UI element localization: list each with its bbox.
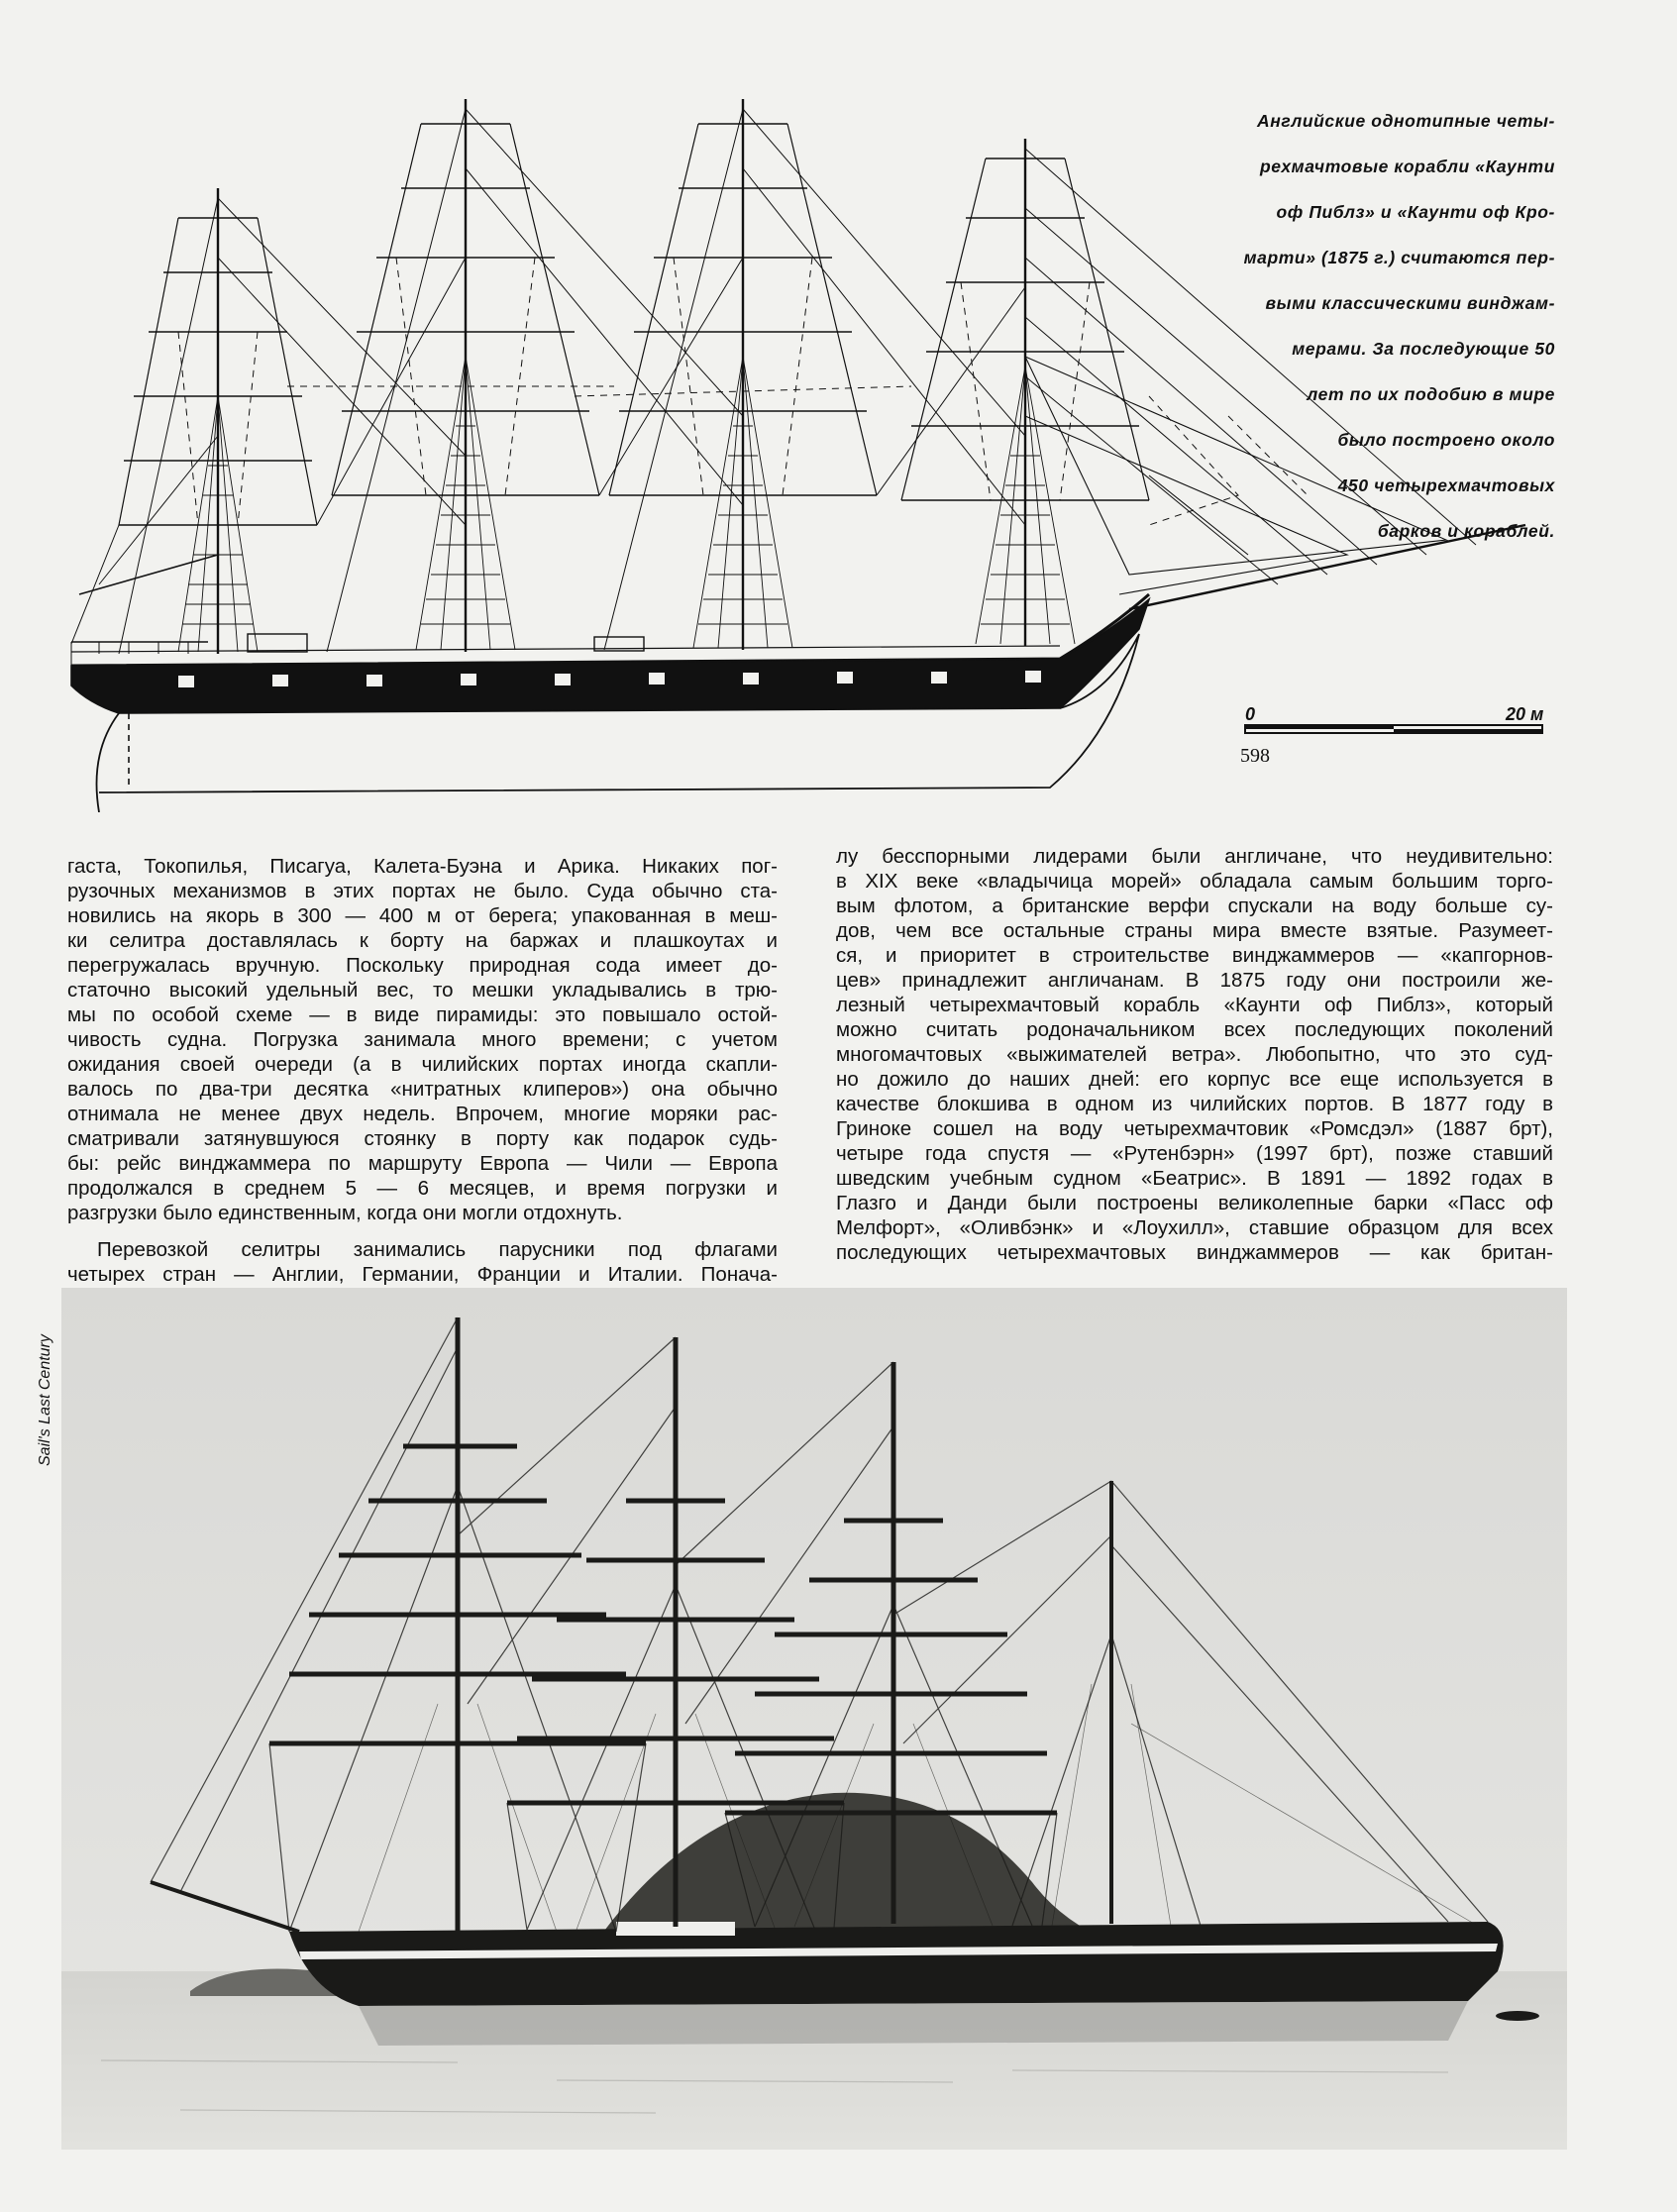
caption-line: барков и кораблей. <box>1377 521 1555 541</box>
text-line: ся, и приоритет в строительстве винджаммеров — «капгорнов- <box>836 944 1553 967</box>
text-line: новились на якорь в 300 — 400 м от берега; упакованная в меш- <box>67 904 778 927</box>
text-line: но дожило до наших дней: его корпус все еще используется в <box>836 1068 1553 1091</box>
text-line: чивость судна. Погрузка занимала много времени; с учетом <box>67 1028 778 1051</box>
caption-line: было построено около <box>1337 430 1555 450</box>
text-line: гаста, Токопилья, Писагуа, Калета-Буэна и Арика. Никаких пог- <box>67 855 778 878</box>
text-line: бы: рейс винджаммера по маршруту Европа — Чили — Европа <box>67 1152 778 1175</box>
text-column-left <box>67 854 778 1287</box>
text-line: четыре года спустя — «Рутенбэрн» (1997 брт), позже ставший <box>836 1142 1553 1165</box>
caption-line: мерами. За последующие 50 <box>1292 339 1555 359</box>
caption-line: 450 четырехмачтовых <box>1337 475 1555 495</box>
text-line: сматривали затянувшуюся стоянку в порту как подарок судь- <box>67 1127 778 1150</box>
caption-line: оф Пиблз» и «Каунти оф Кро- <box>1276 202 1555 222</box>
side-credit: Sail's Last Century <box>37 1334 53 1466</box>
caption-line: рехмачтовые корабли «Каунти <box>1259 157 1555 176</box>
scale-max-label: 20 м <box>1506 704 1544 724</box>
small-boat <box>1496 2011 1539 2021</box>
text-line: дов, чем все остальные страны мира вместе взятые. Разумеет- <box>836 919 1553 942</box>
ship-photograph <box>61 1288 1567 2150</box>
text-column-right <box>836 844 1553 1265</box>
caption-line: Английские однотипные четы- <box>1257 111 1555 131</box>
text-line: ожидания своей очереди (а в чилийских портах иногда скапли- <box>67 1053 778 1076</box>
yards <box>119 124 1149 525</box>
text-line: можно считать родоначальником всех последующих поколений <box>836 1018 1553 1041</box>
text-line: Гриноке сошел на воду четырехмачтовик «Ромсдэл» (1887 брт), <box>836 1117 1553 1140</box>
text-line: ки селитра доставлялась к борту на баржах и плашкоутах и <box>67 929 778 952</box>
text-line: вым флотом, а британские верфи спускали на воду больше су- <box>836 895 1553 917</box>
text-line: цев» принадлежит англичанам. В 1875 году они построили же- <box>836 969 1553 992</box>
caption-line: лет по их подобию в мире <box>1307 384 1555 404</box>
text-line: Перевозкой селитры занимались парусники под флагами <box>97 1238 778 1261</box>
text-line: перегружалась вручную. Поскольку природная сода имеет до- <box>67 954 778 977</box>
caption-line: марти» (1875 г.) считаются пер- <box>1243 248 1555 267</box>
text-line: Мелфорт», «Оливбэнк» и «Лоухилл», ставшие образцом для всех <box>836 1216 1553 1239</box>
text-line: шведским учебным судном «Беатрис». В 1891 — 1892 годах в <box>836 1167 1553 1190</box>
text-line: Глазго и Данди были построены великолепные барки «Пасс оф <box>836 1192 1553 1214</box>
paragraph <box>67 1237 778 1287</box>
paragraph <box>67 854 778 1225</box>
text-line: последующих четырехмачтовых винджаммеров — как британ- <box>836 1241 1553 1264</box>
caption-line: выми классическими винджам- <box>1265 293 1555 313</box>
text-line: статочно высокий удельный вес, то мешки укладывались в трю- <box>67 979 778 1001</box>
text-line: разгрузки было единственным, когда они могли отдохнуть. <box>67 1202 623 1224</box>
scale-zero-label: 0 <box>1245 704 1256 724</box>
figure-caption <box>1154 87 1555 566</box>
text-line: многомачтовых «выжимателей ветра». Любопытно, что это суд- <box>836 1043 1553 1066</box>
text-line: четырех стран — Англии, Германии, Франции и Италии. Понача- <box>67 1263 778 1286</box>
text-line: мы по особой схеме — в виде пирамиды: это повышало остой- <box>67 1003 778 1026</box>
text-line: лезный четырехмачтовый корабль «Каунти оф Пиблз», который <box>836 994 1553 1016</box>
masts <box>218 99 1025 654</box>
hull-band <box>71 599 1149 713</box>
text-line: лу бесспорными лидерами были англичане, что неудивительно: <box>836 845 1553 868</box>
ship-hull <box>289 1922 1504 2006</box>
text-line: в XIX веке «владычица морей» обладала самым большим торго- <box>836 870 1553 893</box>
sail-outlines <box>119 124 1149 525</box>
artist-signature: 598 <box>1240 745 1270 767</box>
text-line: качестве блокшива в одном из чилийских портов. В 1877 году в <box>836 1093 1553 1115</box>
text-line: валось по два-три десятка «нитратных клиперов») она обычно <box>67 1078 778 1101</box>
text-line: отнимала не менее двух недель. Впрочем, многие моряки рас- <box>67 1103 778 1125</box>
scale-bar <box>1243 703 1550 773</box>
hull-sheer-line <box>71 594 1149 666</box>
text-line: продолжался в среднем 5 — 6 месяцев, и время погрузки и <box>67 1177 778 1200</box>
text-line: рузочных механизмов в этих портах не было. Суда обычно ста- <box>67 880 778 902</box>
